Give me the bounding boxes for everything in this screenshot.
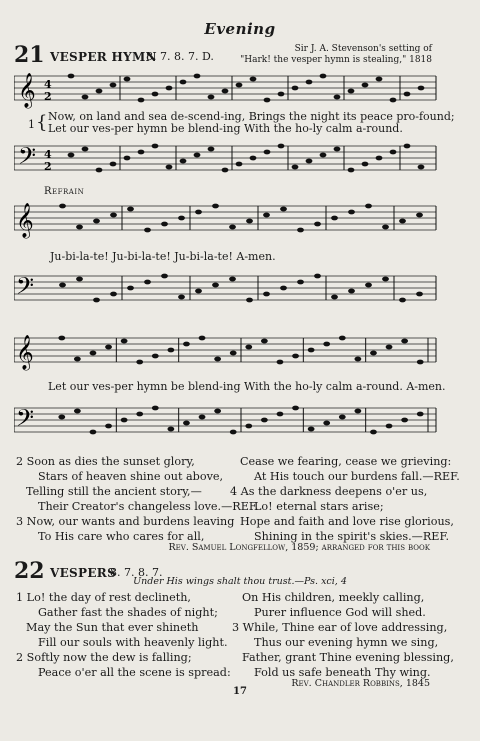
note-head — [314, 274, 321, 279]
note-head — [334, 95, 341, 100]
lyric-line-2: Let our ves-per hymn be blend-ing With the ho-ly calm a-round. — [48, 122, 403, 135]
note-head — [320, 153, 327, 158]
note-head — [280, 286, 287, 291]
verse-line: Cease we fearing, cease we grieving: — [240, 455, 452, 468]
note-head — [199, 415, 206, 420]
note-head — [263, 213, 270, 218]
hymn-22-title: VESPERS — [50, 566, 117, 580]
bass-clef-icon: 𝄢 — [18, 142, 37, 175]
note-head — [194, 74, 201, 79]
note-head — [195, 289, 202, 294]
page-number: 17 — [233, 686, 247, 697]
verse-line: Fill our souls with heavenly light. — [38, 636, 228, 649]
note-head — [68, 153, 75, 158]
note-head — [144, 228, 151, 233]
note-head — [152, 92, 159, 97]
verse-line: Stars of heaven shine out above, — [38, 470, 224, 483]
note-head — [90, 351, 97, 356]
note-head — [230, 430, 237, 435]
note-head — [348, 210, 355, 215]
note-head — [263, 292, 270, 297]
treble-clef-icon: 𝄞 — [18, 73, 36, 108]
refrain-label: Refrain — [44, 186, 85, 197]
note-head — [390, 150, 397, 155]
verse-line: To His care who cares for all, — [38, 530, 205, 543]
note-head — [280, 207, 287, 212]
note-head — [382, 225, 389, 230]
note-head — [195, 210, 202, 215]
verse-line: 1 Lo! the day of rest declineth, — [16, 591, 191, 604]
note-head — [74, 409, 81, 414]
note-head — [212, 283, 219, 288]
note-head — [96, 89, 103, 94]
note-head — [208, 147, 215, 152]
note-head — [354, 357, 361, 362]
note-head — [320, 74, 327, 79]
verse-line: May the Sun that ever shineth — [26, 621, 199, 634]
note-head — [418, 86, 425, 91]
note-head — [167, 348, 174, 353]
bass-clef-icon: 𝄢 — [16, 272, 35, 305]
hymn-21-verses-right — [230, 454, 460, 544]
note-head — [236, 83, 243, 88]
note-head — [166, 165, 173, 170]
note-head — [362, 83, 369, 88]
note-head — [348, 168, 355, 173]
verse-line: Shining in the spirit's skies.—REF. — [254, 530, 450, 543]
note-head — [370, 351, 377, 356]
note-head — [404, 92, 411, 97]
treble-clef-icon: 𝄞 — [16, 335, 34, 370]
note-head — [121, 418, 128, 423]
treble-staff-1 — [14, 76, 436, 100]
note-head — [183, 342, 190, 347]
note-head — [110, 213, 117, 218]
note-head — [138, 98, 145, 103]
verse-line: Father, grant Thine evening blessing, — [242, 651, 454, 664]
note-head — [214, 357, 221, 362]
note-head — [314, 222, 321, 227]
note-head — [178, 295, 185, 300]
verse-line: 3 While, Thine ear of love addressing, — [232, 621, 448, 634]
hymn-22-verses-left — [16, 590, 231, 680]
hymn-21-credit: Rev. Samuel Longfellow, 1859; arranged for this book — [168, 542, 430, 553]
note-head — [58, 415, 65, 420]
note-head — [152, 144, 159, 149]
note-head — [222, 168, 229, 173]
verse-line: 2 Soon as dies the sunset glory, — [16, 455, 195, 468]
note-head — [261, 418, 268, 423]
note-head — [105, 345, 112, 350]
verse-line: At His touch our burdens fall.—REF. — [254, 470, 460, 483]
note-head — [365, 204, 372, 209]
note-head — [386, 424, 393, 429]
verse-line: 2 Softly now the dew is falling; — [16, 651, 192, 664]
note-head — [278, 144, 285, 149]
note-head — [362, 162, 369, 167]
note-head — [212, 204, 219, 209]
note-head — [399, 219, 406, 224]
note-head — [246, 298, 253, 303]
verse-line: Telling still the ancient story,— — [26, 485, 202, 498]
note-head — [292, 86, 299, 91]
verse-line: On His children, meekly calling, — [242, 591, 425, 604]
note-head — [323, 421, 330, 426]
note-head — [76, 277, 83, 282]
note-head — [110, 83, 117, 88]
note-head — [308, 427, 315, 432]
note-head — [365, 283, 372, 288]
section-title: Evening — [204, 20, 276, 38]
note-head — [417, 412, 424, 417]
note-head — [138, 150, 145, 155]
note-head — [306, 80, 313, 85]
note-head — [68, 74, 75, 79]
note-head — [250, 77, 257, 82]
hymn-21-title: VESPER HYMN — [50, 50, 157, 64]
hymn-22-number: 22 — [14, 558, 45, 584]
note-head — [277, 412, 284, 417]
note-head — [418, 165, 425, 170]
note-head — [152, 406, 159, 411]
note-head — [339, 415, 346, 420]
note-head — [59, 204, 66, 209]
time-sig-top: 4 — [44, 78, 52, 91]
note-head — [124, 77, 131, 82]
note-head — [292, 165, 299, 170]
verse-line: 4 As the darkness deepens o'er us, — [230, 485, 428, 498]
note-head — [399, 298, 406, 303]
note-head — [401, 418, 408, 423]
refrain-lyric: Ju-bi-la-te! Ju-bi-la-te! Ju-bi-la-te! A-men. — [50, 250, 276, 263]
note-head — [292, 354, 299, 359]
note-head — [199, 336, 206, 341]
note-head — [261, 339, 268, 344]
hymn-22-meter: 8. 7. 8. 7. — [110, 566, 163, 579]
verse-number-1: 1 — [28, 118, 35, 131]
note-head — [59, 283, 66, 288]
note-head — [331, 216, 338, 221]
note-head — [306, 159, 313, 164]
note-head — [136, 412, 143, 417]
note-head — [74, 357, 81, 362]
note-head — [124, 156, 131, 161]
note-head — [323, 342, 330, 347]
note-head — [121, 339, 128, 344]
verse-line: Their Creator's changeless love.—REF. — [38, 500, 259, 513]
time-sig-bottom-bass: 2 — [44, 160, 52, 173]
note-head — [236, 162, 243, 167]
note-head — [339, 336, 346, 341]
hymn-21-number: 21 — [14, 42, 45, 68]
note-head — [76, 225, 83, 230]
hymn-21-source — [232, 44, 432, 66]
note-head — [127, 207, 134, 212]
hymn-22-credit: Rev. Chandler Robbins, 1845 — [291, 678, 430, 689]
note-head — [297, 228, 304, 233]
verse-line: Peace o'er all the scene is spread: — [38, 666, 231, 679]
note-head — [136, 360, 143, 365]
note-head — [166, 86, 173, 91]
hymn-21-meter: 8. 7. 8. 7. D. — [146, 50, 214, 63]
note-head — [331, 295, 338, 300]
note-head — [404, 144, 411, 149]
note-head — [161, 222, 168, 227]
time-sig-bottom: 2 — [44, 90, 52, 103]
bass-clef-icon: 𝄢 — [16, 404, 35, 437]
note-head — [105, 424, 112, 429]
note-head — [264, 98, 271, 103]
note-head — [229, 225, 236, 230]
verse-line: Fold us safe beneath Thy wing. — [254, 666, 431, 679]
note-head — [127, 286, 134, 291]
note-head — [229, 277, 236, 282]
treble-clef-icon: 𝄞 — [16, 203, 34, 238]
note-head — [180, 80, 187, 85]
note-head — [382, 277, 389, 282]
time-sig-top-bass: 4 — [44, 148, 52, 161]
lyric-line-1: Now, on land and sea de-scend-ing, Brings the night its peace pro-found; — [48, 110, 455, 123]
note-head — [390, 98, 397, 103]
note-head — [178, 216, 185, 221]
note-head — [82, 147, 89, 152]
note-head — [58, 336, 65, 341]
verse-line: Lo! eternal stars arise; — [254, 500, 384, 513]
hymn-22-verses-right — [230, 590, 454, 680]
note-head — [376, 156, 383, 161]
note-head — [82, 95, 89, 100]
note-head — [348, 289, 355, 294]
note-head — [277, 360, 284, 365]
note-head — [292, 406, 299, 411]
verse-line: Purer influence God will shed. — [254, 606, 426, 619]
note-head — [208, 95, 215, 100]
note-head — [183, 421, 190, 426]
note-head — [246, 219, 253, 224]
verse-brace: { — [36, 112, 48, 133]
note-head — [297, 280, 304, 285]
note-head — [278, 92, 285, 97]
note-head — [152, 354, 159, 359]
note-head — [245, 424, 252, 429]
note-head — [90, 430, 97, 435]
note-head — [167, 427, 174, 432]
note-head — [376, 77, 383, 82]
note-head — [370, 430, 377, 435]
note-head — [308, 348, 315, 353]
note-head — [110, 292, 117, 297]
note-head — [386, 345, 393, 350]
source-line-1: Sir J. A. Stevenson's setting of — [294, 44, 432, 54]
note-head — [334, 147, 341, 152]
hymn-22-epigraph: Under His wings shalt thou trust.—Ps. xci, 4 — [133, 576, 347, 587]
source-line-2: "Hark! the vesper hymn is stealing," 1818 — [240, 55, 432, 65]
note-head — [93, 219, 100, 224]
note-head — [110, 162, 117, 167]
note-head — [354, 409, 361, 414]
note-head — [93, 298, 100, 303]
verse-line: 3 Now, our wants and burdens leaving — [16, 515, 235, 528]
note-head — [417, 360, 424, 365]
bass-staff-1 — [14, 146, 436, 170]
verse-line: Thus our evening hymn we sing, — [254, 636, 439, 649]
note-head — [194, 153, 201, 158]
note-head — [245, 345, 252, 350]
note-head — [348, 89, 355, 94]
note-head — [144, 280, 151, 285]
hymn-21-verses-left — [16, 454, 258, 544]
note-head — [401, 339, 408, 344]
note-head — [214, 409, 221, 414]
note-head — [230, 351, 237, 356]
note-head — [180, 159, 187, 164]
note-head — [222, 89, 229, 94]
verse-line: Gather fast the shades of night; — [38, 606, 218, 619]
note-head — [416, 292, 423, 297]
note-head — [161, 274, 168, 279]
note-head — [416, 213, 423, 218]
verse-line: Hope and faith and love rise glorious, — [240, 515, 454, 528]
system-3-lyric: Let our ves-per hymn be blend-ing With the ho-ly calm a-round. A-men. — [48, 380, 446, 393]
note-head — [96, 168, 103, 173]
note-head — [264, 150, 271, 155]
note-head — [250, 156, 257, 161]
